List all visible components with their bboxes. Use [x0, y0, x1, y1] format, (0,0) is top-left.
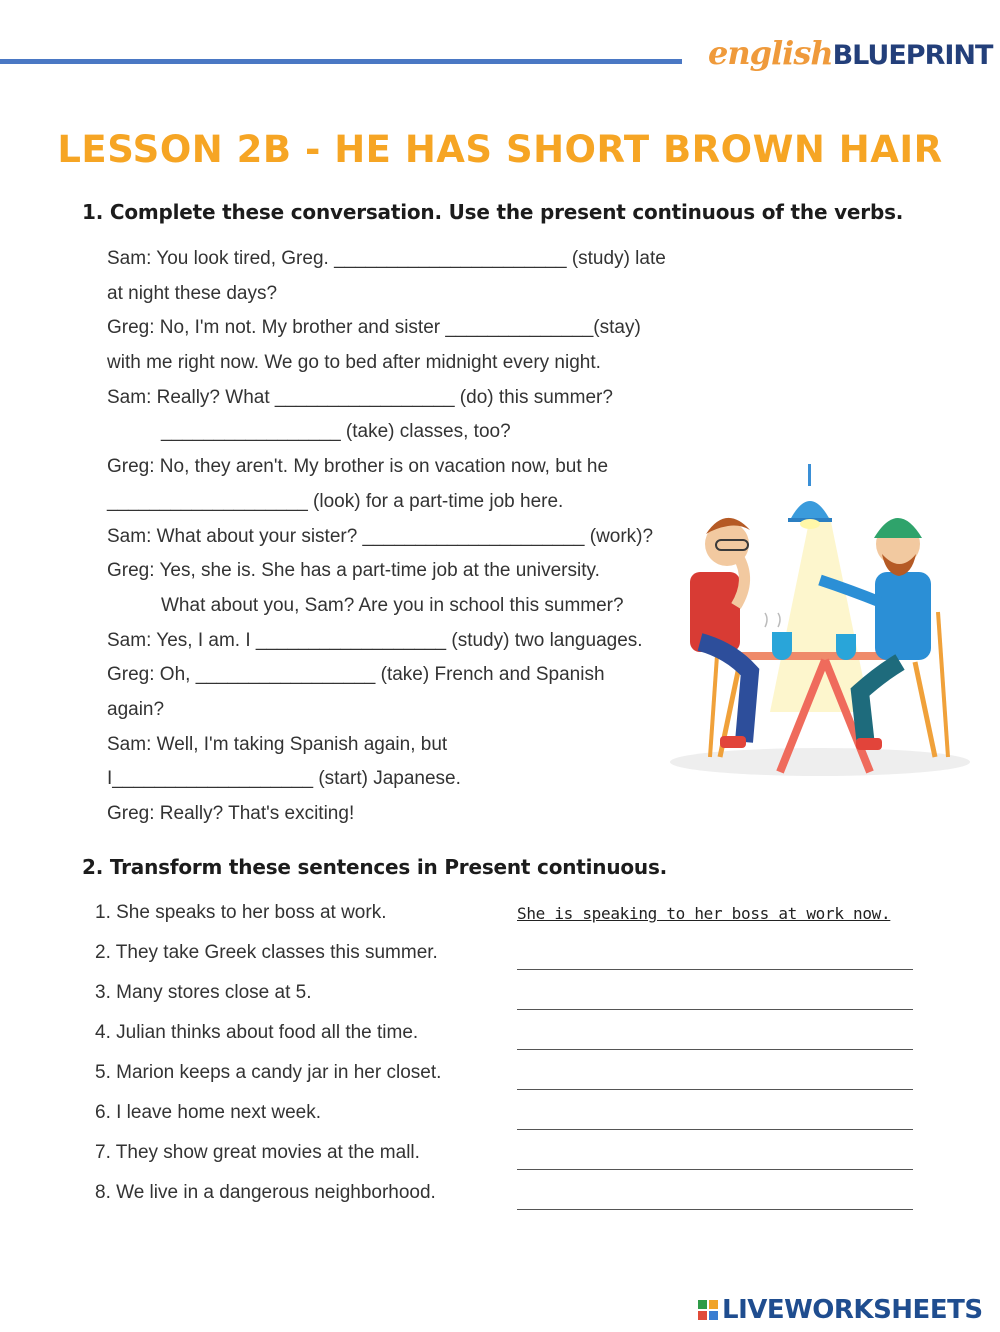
dialog-line: again? — [107, 698, 165, 720]
answer-field[interactable] — [517, 1140, 913, 1170]
logo-tile — [709, 1311, 718, 1320]
exercise-item — [95, 1140, 925, 1180]
header-rule — [0, 59, 682, 64]
english-blueprint-logo — [708, 34, 992, 82]
section-1-heading: 1. Complete these conversation. Use the present continuous of the verbs. — [82, 200, 904, 224]
dialog-line: Sam: Yes, I am. I __________________ (study) two languages. — [107, 629, 643, 651]
logo-tile — [698, 1300, 707, 1309]
dialog-line: Sam: What about your sister? _____________________ (work)? — [107, 525, 654, 547]
exercise-sentence: 7. They show great movies at the mall. — [95, 1142, 420, 1163]
exercise-item — [95, 1020, 925, 1060]
exercise-sentence: 5. Marion keeps a candy jar in her closet. — [95, 1062, 442, 1083]
dialog-line: Sam: You look tired, Greg. ______________________ (study) late — [107, 248, 666, 269]
dialog-line: Sam: Well, I'm taking Spanish again, but — [107, 733, 448, 755]
exercise-sentence: 8. We live in a dangerous neighborhood. — [95, 1182, 436, 1203]
dialog-line: What about you, Sam? Are you in school this summer? — [161, 594, 624, 616]
answer-field[interactable] — [517, 940, 913, 970]
transform-exercise — [95, 900, 925, 1220]
exercise-sentence: 4. Julian thinks about food all the time. — [95, 1022, 419, 1043]
answer-field[interactable] — [517, 900, 913, 930]
dialog-line: with me right now. We go to bed after midnight every night. — [107, 352, 601, 374]
dialog-line: _________________ (take) classes, too? — [161, 421, 511, 443]
dialog-line: ___________________ (look) for a part-time job here. — [107, 490, 564, 512]
dialog-line: Sam: Really? What _________________ (do) this summer? — [107, 386, 613, 408]
logo-block-text: BLUEPRINT — [832, 40, 993, 71]
dialog-line: Greg: No, I'm not. My brother and sister ______________(stay) — [107, 317, 641, 339]
logo-tiles-icon — [698, 1300, 718, 1320]
exercise-sentence: 1. She speaks to her boss at work. — [95, 902, 387, 923]
dialog-line: Greg: Yes, she is. She has a part-time job at the university. — [107, 560, 600, 582]
lesson-title: LESSON 2B - HE HAS SHORT BROWN HAIR — [57, 128, 943, 171]
logo-tile — [698, 1311, 707, 1320]
dialog-line: Greg: No, they aren't. My brother is on vacation now, but he — [107, 456, 609, 478]
conversation — [107, 244, 707, 834]
answer-field[interactable] — [517, 980, 913, 1010]
exercise-item — [95, 900, 925, 940]
exercise-item — [95, 1100, 925, 1140]
answer-text: She is speaking to her boss at work now. — [517, 904, 891, 923]
cafe-conversation-illustration — [660, 462, 980, 782]
exercise-item — [95, 980, 925, 1020]
exercise-item — [95, 1180, 925, 1220]
answer-field[interactable] — [517, 1020, 913, 1050]
dialog-line: I___________________ (start) Japanese. — [107, 768, 461, 790]
logo-tile — [709, 1300, 718, 1309]
answer-field[interactable] — [517, 1180, 913, 1210]
exercise-item — [95, 940, 925, 980]
liveworksheets-wordmark: LIVEWORKSHEETS — [722, 1295, 983, 1325]
liveworksheets-logo[interactable] — [698, 1295, 983, 1325]
exercise-item — [95, 1060, 925, 1100]
section-2-heading: 2. Transform these sentences in Present continuous. — [82, 855, 668, 879]
dialog-line: Greg: Oh, _________________ (take) French and Spanish — [107, 664, 605, 686]
dialog-line: at night these days? — [107, 282, 278, 304]
dialog-line: Greg: Really? That's exciting! — [107, 803, 355, 824]
answer-field[interactable] — [517, 1060, 913, 1090]
exercise-sentence: 6. I leave home next week. — [95, 1102, 322, 1123]
answer-field[interactable] — [517, 1100, 913, 1130]
exercise-sentence: 2. They take Greek classes this summer. — [95, 942, 438, 963]
logo-script-text: english — [708, 34, 833, 72]
exercise-sentence: 3. Many stores close at 5. — [95, 982, 312, 1003]
